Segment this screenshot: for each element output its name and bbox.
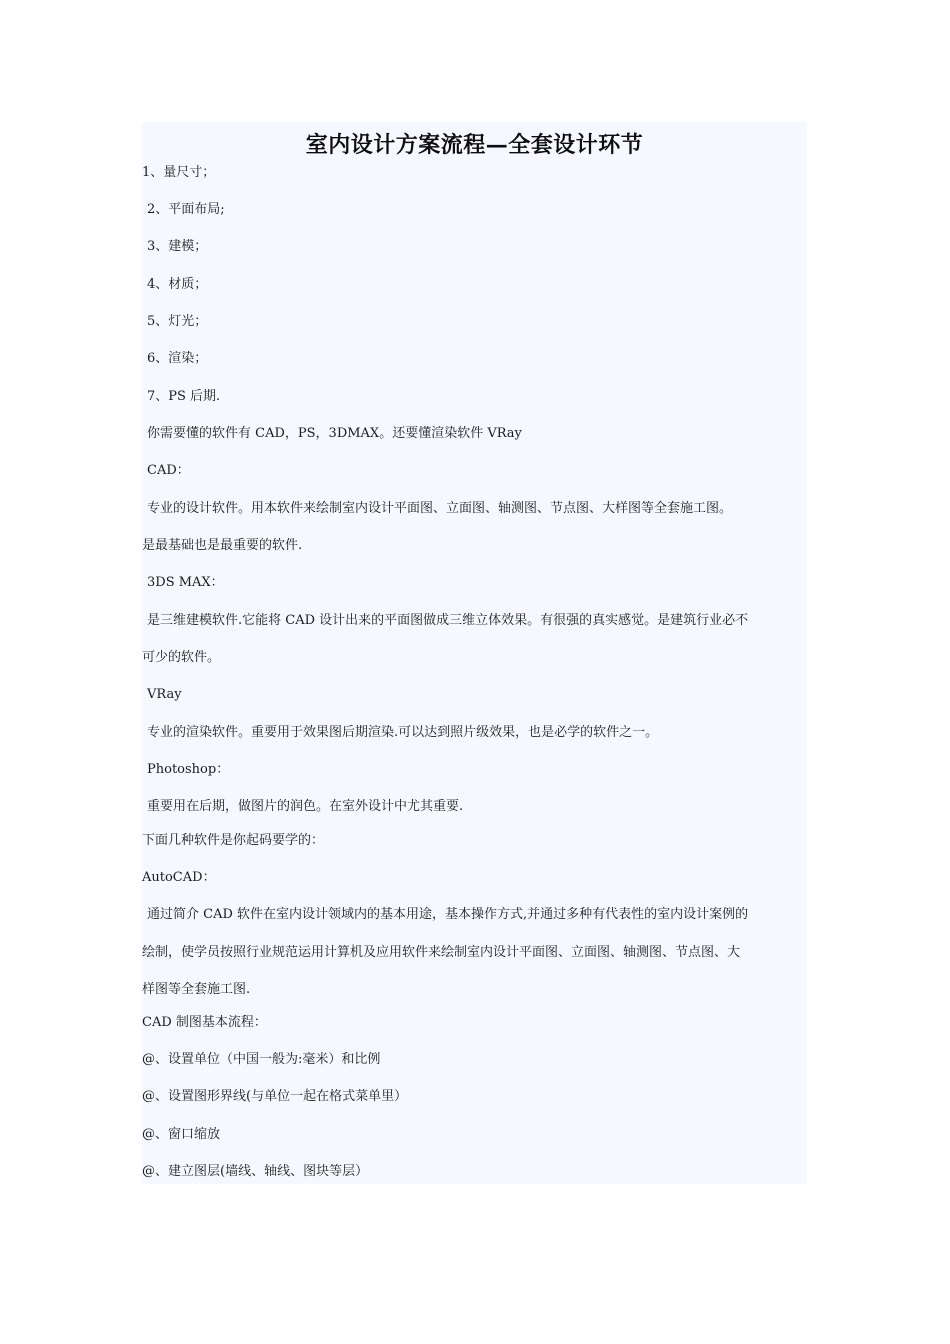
max-description: 是三维建模软件.它能将 CAD 设计出来的平面图做成三维立体效果。有很强的真实感觉。是建筑行业必不	[147, 613, 749, 628]
cad-flow-step-zoom: @、窗口缩放	[142, 1127, 221, 1142]
vray-heading: VRay	[147, 687, 182, 702]
cad-flow-heading: CAD 制图基本流程：	[142, 1015, 267, 1030]
cad-flow-step-limits: @、设置图形界线(与单位一起在格式菜单里）	[142, 1089, 408, 1104]
step-render: 6、渲染；	[147, 351, 208, 366]
cad-heading: CAD：	[147, 463, 190, 478]
autocad-description-3: 样图等全套施工图.	[142, 982, 251, 997]
step-ps: 7、PS 后期.	[147, 389, 221, 404]
cad-description-cont: 是最基础也是最重要的软件.	[142, 538, 303, 553]
step-lighting: 5、灯光；	[147, 314, 208, 329]
autocad-description-1: 通过简介 CAD 软件在室内设计领域内的基本用途，基本操作方式,并通过多种有代表性的室内设计案例的	[147, 907, 749, 922]
step-material: 4、材质；	[147, 277, 208, 292]
cad-description: 专业的设计软件。用本软件来绘制室内设计平面图、立面图、轴测图、节点图、大样图等全套施工图。	[147, 501, 733, 516]
cad-flow-step-layers: @、建立图层(墙线、轴线、图块等层）	[142, 1164, 369, 1179]
cad-flow-step-units: @、设置单位（中国一般为:毫米）和比例	[142, 1052, 381, 1067]
must-learn-heading: 下面几种软件是你起码要学的：	[142, 833, 325, 848]
step-layout: 2、平面布局;	[147, 202, 225, 217]
autocad-description-2: 绘制，使学员按照行业规范运用计算机及应用软件来绘制室内设计平面图、立面图、轴测图、节点图、大	[142, 945, 741, 960]
max-heading: 3DS MAX：	[147, 575, 224, 590]
max-description-cont: 可少的软件。	[142, 650, 221, 665]
step-modeling: 3、建模；	[147, 239, 208, 254]
vray-description: 专业的渲染软件。重要用于效果图后期渲染.可以达到照片级效果，也是必学的软件之一。	[147, 725, 659, 740]
document-body	[142, 122, 807, 1184]
software-intro: 你需要懂的软件有 CAD，PS，3DMAX。还要懂渲染软件 VRay	[147, 426, 522, 441]
step-measure: 1、量尺寸；	[142, 165, 216, 180]
photoshop-heading: Photoshop：	[147, 762, 230, 777]
autocad-heading: AutoCAD：	[142, 870, 216, 885]
document-title: 室内设计方案流程—全套设计环节	[305, 132, 644, 158]
photoshop-description: 重要用在后期，做图片的润色。在室外设计中尤其重要.	[147, 799, 464, 814]
